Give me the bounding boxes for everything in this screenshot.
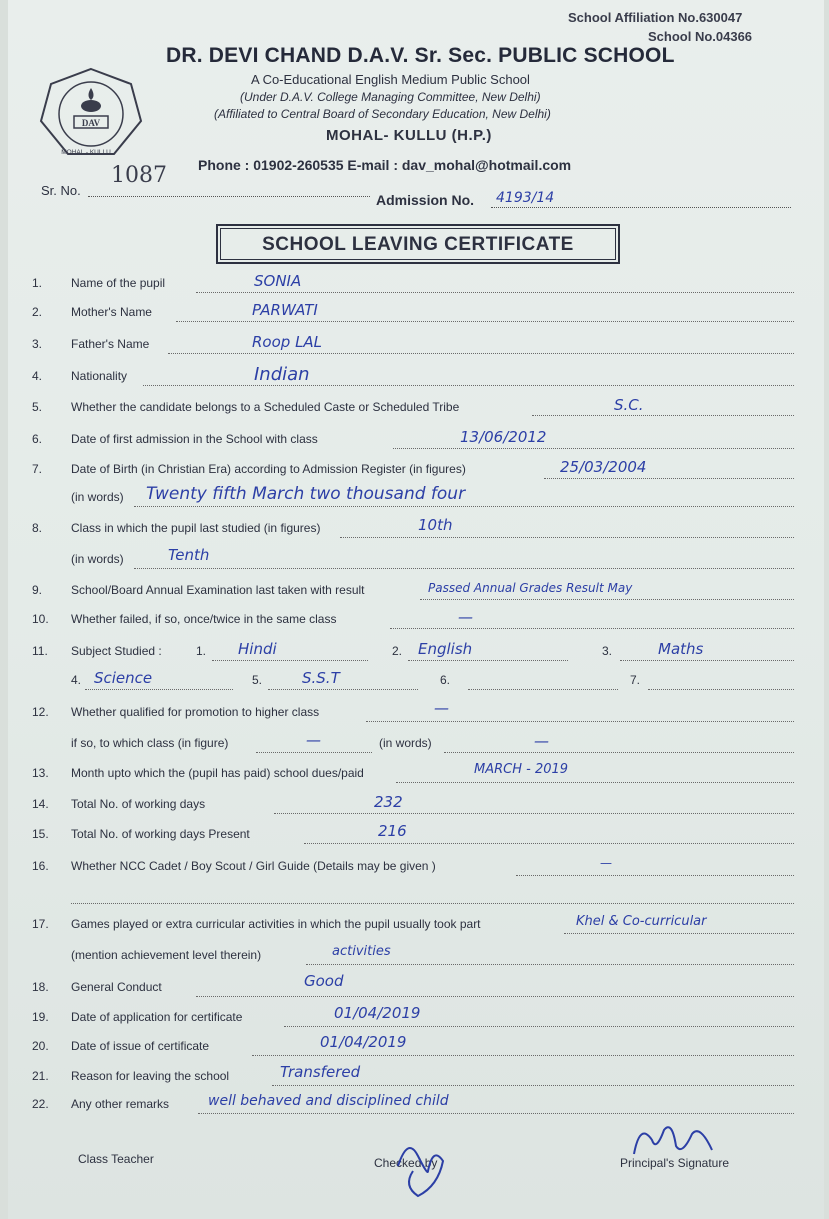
promotion-class-figure-value: — xyxy=(306,731,321,749)
subject-value: English xyxy=(418,640,473,658)
field-number: 12. xyxy=(32,705,49,719)
mother-name-value: PARWATI xyxy=(252,301,318,319)
dotted-line xyxy=(168,353,794,354)
dotted-line xyxy=(564,933,794,934)
subject-number: 6. xyxy=(440,673,451,687)
dob-words-value: Twenty fifth March two thousand four xyxy=(146,484,466,504)
dotted-line xyxy=(274,813,794,814)
dotted-line xyxy=(420,599,794,600)
field-number: 17. xyxy=(32,917,49,931)
field-sub-label: (in words) xyxy=(71,490,124,504)
field-label: Class in which the pupil last studied (in figures) xyxy=(71,521,321,535)
dotted-line xyxy=(71,903,794,904)
field-number: 21. xyxy=(32,1069,49,1083)
exam-result-value: Passed Annual Grades Result May xyxy=(428,581,633,595)
checked-by-label: Checked by xyxy=(374,1156,438,1170)
dotted-line xyxy=(444,752,794,753)
field-label: Games played or extra curricular activities in which the pupil usually took part xyxy=(71,917,481,931)
field-label: School/Board Annual Examination last taken with result xyxy=(71,583,365,597)
board-line: (Affiliated to Central Board of Secondary Education, New Delhi) xyxy=(214,107,551,121)
field-number: 18. xyxy=(32,980,49,994)
field-number: 22. xyxy=(32,1097,49,1111)
field-label: Reason for leaving the school xyxy=(71,1069,230,1083)
dotted-line xyxy=(212,660,368,661)
dotted-line xyxy=(620,660,794,661)
field-label: Subject Studied : xyxy=(71,644,162,658)
promotion-value: — xyxy=(434,699,449,717)
activities-value: Khel & Co-curricular xyxy=(576,914,707,929)
dotted-line xyxy=(272,1085,794,1086)
field-label: Date of application for certificate xyxy=(71,1010,243,1024)
committee-line: (Under D.A.V. College Managing Committee, New Delhi) xyxy=(240,90,541,104)
subject-number: 1. xyxy=(196,644,207,658)
field-label: Date of Birth (in Christian Era) according to Admission Register (in figures) xyxy=(71,462,466,476)
subject-value: Maths xyxy=(658,640,704,658)
school-subtitle: A Co-Educational English Medium Public School xyxy=(251,72,530,87)
days-present-value: 216 xyxy=(378,822,407,840)
field-number: 10. xyxy=(32,612,49,626)
dotted-line xyxy=(396,782,794,783)
subject-number: 3. xyxy=(602,644,613,658)
dotted-line xyxy=(390,628,794,629)
conduct-value: Good xyxy=(304,972,344,990)
admission-value: 4193/14 xyxy=(496,190,555,206)
serial-number-label: Sr. No. xyxy=(41,183,81,198)
serial-number-value: 1087 xyxy=(111,163,167,188)
dotted-line xyxy=(196,292,794,293)
field-label: Month upto which the (pupil has paid) school dues/paid xyxy=(71,766,364,780)
field-label: Any other remarks xyxy=(71,1097,170,1111)
field-number: 5. xyxy=(32,400,43,414)
field-label: Whether failed, if so, once/twice in the same class xyxy=(71,612,337,626)
dotted-line xyxy=(340,537,794,538)
dotted-line xyxy=(393,448,794,449)
subject-number: 5. xyxy=(252,673,263,687)
field-label: Nationality xyxy=(71,369,128,383)
field-number: 3. xyxy=(32,337,43,351)
dues-paid-value: MARCH - 2019 xyxy=(474,762,569,777)
pupil-name-value: SONIA xyxy=(254,272,302,290)
father-name-value: Roop LAL xyxy=(252,333,323,351)
field-sub-label: if so, to which class (in figure) xyxy=(71,736,229,750)
svg-text:DAV: DAV xyxy=(81,118,101,128)
field-number: 8. xyxy=(32,521,43,535)
dotted-line xyxy=(408,660,568,661)
field-label: Mother's Name xyxy=(71,305,152,319)
achievement-value: activities xyxy=(332,944,391,959)
school-logo xyxy=(36,66,146,160)
dotted-line xyxy=(544,478,794,479)
caste-value: S.C. xyxy=(614,396,644,414)
svg-text:MOHAL - KULLU: MOHAL - KULLU xyxy=(61,149,111,156)
school-place: MOHAL- KULLU (H.P.) xyxy=(326,127,492,144)
field-label: Date of issue of certificate xyxy=(71,1039,210,1053)
field-number: 11. xyxy=(32,644,48,658)
contact-line: Phone : 01902-260535 E-mail : dav_mohal@hotmail.com xyxy=(198,157,572,173)
field-sub-label: (in words) xyxy=(71,552,124,566)
field-number: 13. xyxy=(32,766,49,780)
field-number: 20. xyxy=(32,1039,49,1053)
dotted-line xyxy=(134,506,794,507)
field-label: Name of the pupil xyxy=(71,276,166,290)
field-label: Total No. of working days Present xyxy=(71,827,250,841)
admission-label: Admission No. xyxy=(376,192,475,208)
dob-figures-value: 25/03/2004 xyxy=(560,458,647,476)
field-number: 14. xyxy=(32,797,49,811)
dotted-line xyxy=(468,689,618,690)
dotted-line xyxy=(304,843,794,844)
working-days-value: 232 xyxy=(374,793,403,811)
serial-dotted-line xyxy=(88,196,370,197)
last-class-figures-value: 10th xyxy=(418,516,453,534)
promotion-class-words-value: — xyxy=(534,732,549,750)
dotted-line xyxy=(532,415,794,416)
class-teacher-label: Class Teacher xyxy=(78,1152,154,1166)
dotted-line xyxy=(252,1055,794,1056)
application-date-value: 01/04/2019 xyxy=(334,1004,421,1022)
dotted-line xyxy=(198,1113,794,1114)
first-admission-value: 13/06/2012 xyxy=(460,428,547,446)
leaving-reason-value: Transfered xyxy=(280,1063,361,1081)
subject-value: Science xyxy=(94,669,153,687)
field-sub-label: (mention achievement level therein) xyxy=(71,948,262,962)
affiliation-number: School Affiliation No.630047 xyxy=(568,10,743,25)
principal-signature xyxy=(626,1116,722,1164)
field-label: Total No. of working days xyxy=(71,797,206,811)
dotted-line xyxy=(134,568,794,569)
dotted-line xyxy=(648,689,794,690)
dotted-line xyxy=(284,1026,794,1027)
dotted-line xyxy=(176,321,794,322)
issue-date-value: 01/04/2019 xyxy=(320,1033,407,1051)
dotted-line xyxy=(196,996,794,997)
field-number: 6. xyxy=(32,432,43,446)
field-number: 4. xyxy=(32,369,43,383)
field-label: General Conduct xyxy=(71,980,162,994)
field-label: Father's Name xyxy=(71,337,150,351)
field-number: 1. xyxy=(32,276,43,290)
ncc-value: — xyxy=(600,856,612,870)
field-label: Whether the candidate belongs to a Scheduled Caste or Scheduled Tribe xyxy=(71,400,460,414)
dotted-line xyxy=(366,721,794,722)
nationality-value: Indian xyxy=(254,364,310,385)
field-number: 15. xyxy=(32,827,49,841)
field-number: 2. xyxy=(32,305,43,319)
dotted-line xyxy=(306,964,794,965)
subject-number: 4. xyxy=(71,673,82,687)
subject-value: Hindi xyxy=(238,640,277,658)
subject-value: S.S.T xyxy=(302,669,340,687)
certificate-page xyxy=(8,0,824,1219)
field-number: 19. xyxy=(32,1010,49,1024)
failed-value: — xyxy=(458,608,473,626)
last-class-words-value: Tenth xyxy=(168,546,210,564)
remarks-value: well behaved and disciplined child xyxy=(208,1093,449,1109)
dotted-line xyxy=(85,689,233,690)
school-name: DR. DEVI CHAND D.A.V. Sr. Sec. PUBLIC SCHOOL xyxy=(166,44,675,67)
dotted-line xyxy=(256,752,372,753)
dotted-line xyxy=(516,875,794,876)
field-label: Date of first admission in the School with class xyxy=(71,432,318,446)
subject-number: 7. xyxy=(630,673,641,687)
field-sub-label: (in words) xyxy=(379,736,432,750)
field-number: 9. xyxy=(32,583,43,597)
field-label: Whether NCC Cadet / Boy Scout / Girl Guide (Details may be given ) xyxy=(71,859,436,873)
certificate-title-box xyxy=(216,224,620,264)
field-number: 7. xyxy=(32,462,43,476)
admission-dotted-line xyxy=(491,207,791,208)
checker-signature xyxy=(388,1126,458,1202)
dotted-line xyxy=(268,689,418,690)
subject-number: 2. xyxy=(392,644,403,658)
dotted-line xyxy=(143,385,794,386)
field-number: 16. xyxy=(32,859,49,873)
field-label: Whether qualified for promotion to higher class xyxy=(71,705,320,719)
principal-signature-label: Principal's Signature xyxy=(620,1156,730,1170)
certificate-title: SCHOOL LEAVING CERTIFICATE xyxy=(220,228,616,260)
school-number: School No.04366 xyxy=(648,29,753,44)
